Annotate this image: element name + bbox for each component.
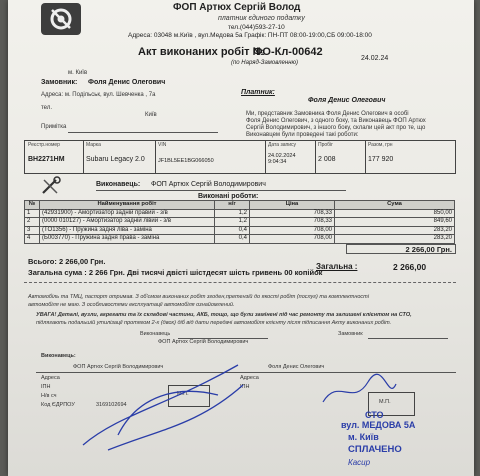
note-line-4: підлягають подальшій утилізації протягом 2-х (двох) діб від дати передачі автомобіля клієнту після підписання Акту виконаних робіт. <box>36 320 392 326</box>
payer-label: Платник: <box>241 89 275 96</box>
stamp-line-5: Касир <box>348 458 371 467</box>
org-address: Адреса: 03048 м.Київ , вул.Медова 5а Графік: ПН-ПТ 08:00-19:00,СБ 09:00-18:00 <box>128 32 372 39</box>
document-page <box>8 0 474 476</box>
car-col-date: Дата запису 24.02.2024 9:04:34 <box>265 141 316 173</box>
edrpou-label: Код ЄДРПОУ <box>41 402 75 408</box>
customer-kyiv: Київ <box>145 112 157 118</box>
payer-name: Фоля Денис Олегович <box>308 97 386 104</box>
mp-box-customer: М.П. <box>368 392 415 416</box>
customer-signature <box>318 372 398 412</box>
note-line-2: автомобіля не маю. З особливостями експлуатації автомобіля ознайомлений. <box>28 302 235 308</box>
contract-text-4: Виконавцем були проведені такі роботи: <box>246 132 359 138</box>
customer-city: м. Київ <box>68 70 88 76</box>
works-header-row: № Найменування робіт н/г Ціна Сума <box>25 201 455 210</box>
sign-executor-short: ФОП Артюх Сергій Володимирович <box>158 339 249 345</box>
contract-text-3: Сергій Володимирович, з іншого боку, склали цей акт про те, що <box>246 125 426 131</box>
works-table <box>24 200 455 244</box>
table-row: 1 (42931900) - Амортизатор задній правий - з/в 1,2 708,33 850,00 <box>25 209 455 218</box>
contract-text-1: Ми, представник Замовника Фоля Денис Олегович в особі <box>246 111 409 117</box>
car-col-total: Разом, грн 177 920 <box>368 142 394 163</box>
stamp-line-1: СТО <box>365 410 384 420</box>
org-phone: тел.(044)593-27-10 <box>228 24 285 31</box>
sign-customer-label: Замовник <box>338 331 363 337</box>
bottom-exec-name: ФОП Артюх Сергій Володимирович <box>73 364 164 370</box>
edrpou-value: 3169102694 <box>96 402 127 408</box>
customer-address: Адреса: м. Подільськ, вул. Шевченка , 7а <box>41 92 156 98</box>
general-value: 2 266,00 <box>393 262 427 272</box>
ipn-label: ІПН <box>41 384 51 390</box>
table-row: 4 (Ь003770) - Пружина задня права - заміна 0,4 708,00 283,20 <box>25 235 455 244</box>
customer-label: Замовник: <box>41 79 78 86</box>
company-logo <box>41 3 81 35</box>
car-col-mileage: Пробіг 2 008 <box>315 141 366 173</box>
org-subtitle: платник єдиного податку <box>218 15 305 22</box>
note-line-1: Автомобіль та ТМЦ, паспорт отримав. З об'ємом виконаних робіт згоден,претензій до якості робіт (послуг) та комплектності <box>28 294 369 300</box>
tools-icon <box>40 176 62 196</box>
car-col-reg: Реєстр.номер BH2271HM <box>25 141 84 173</box>
stamp-line-3: м. Київ <box>348 432 379 442</box>
customer-name: Фоля Денис Олегович <box>88 79 166 86</box>
act-title: Акт виконаних робіт № <box>138 46 265 58</box>
general-label: Загальна : <box>316 262 358 271</box>
org-name: ФОП Артюх Сергій Волод <box>173 2 301 13</box>
act-subtitle: (по Наряд-Замовленню) <box>231 60 298 66</box>
bottom-cust-name: Фоля Денис Олегович <box>268 364 325 370</box>
car-info-table <box>24 140 456 174</box>
acct-label: Н/в сч <box>41 393 57 399</box>
addr-label: Адреса <box>41 375 60 381</box>
table-row: 2 (0000 010127) - Амортизатор задній лівий - з/в 1,2 708,33 849,60 <box>25 218 455 227</box>
car-col-vin: VIN JF1BL5EE1BG066050 <box>155 141 266 173</box>
act-date: 24.02.24 <box>361 55 389 62</box>
customer-note-label: Примітка <box>41 124 67 130</box>
table-row: 3 (TO1356) - Пружина задня ліва - заміна 0,4 708,00 283,20 <box>25 226 455 235</box>
sign-executor-label: Виконавець <box>140 331 171 337</box>
car-col-make: Марка Subaru Legacy 2.0 <box>83 141 156 173</box>
note-line-3: УВАГА! Деталі, вузли, агрегати та їх складові частини, АКБ, тощо, що були замінені під час ремонту та залишені клієнтом на СТО, <box>36 312 412 318</box>
executor-label: Виконавець: <box>96 181 141 188</box>
stamp-line-2: вул. МЕДОВА 5А <box>341 420 416 430</box>
gear-wrench-icon <box>46 5 76 33</box>
works-title: Виконані роботи: <box>198 193 259 200</box>
works-total: 2 266,00 Грн. <box>346 244 456 254</box>
ipn-label-2: ІПН <box>240 384 250 390</box>
total-sum-text: Загальна сума : 2 266 Грн. Дві тисячі двісті шістдесят шість гривень 00 копійок <box>28 268 323 277</box>
mp-box-executor: М.П. <box>168 385 210 407</box>
act-number: ФО-Кл-00642 <box>253 46 323 58</box>
total-all: Всього: 2 266,00 Грн. <box>28 257 106 266</box>
executor-name: ФОП Артюх Сергій Володимирович <box>151 181 266 188</box>
executor-signature <box>78 355 248 455</box>
contract-text-2: Фоля Денис Олегович, з одного боку, та Виконавець ФОП Артюх <box>246 118 426 124</box>
customer-tel-label: тел. <box>41 105 52 111</box>
bottom-exec-label: Виконавець: <box>41 353 76 359</box>
addr-label-2: Адреса <box>240 375 259 381</box>
stamp-line-4: СПЛАЧЕНО <box>348 444 402 455</box>
